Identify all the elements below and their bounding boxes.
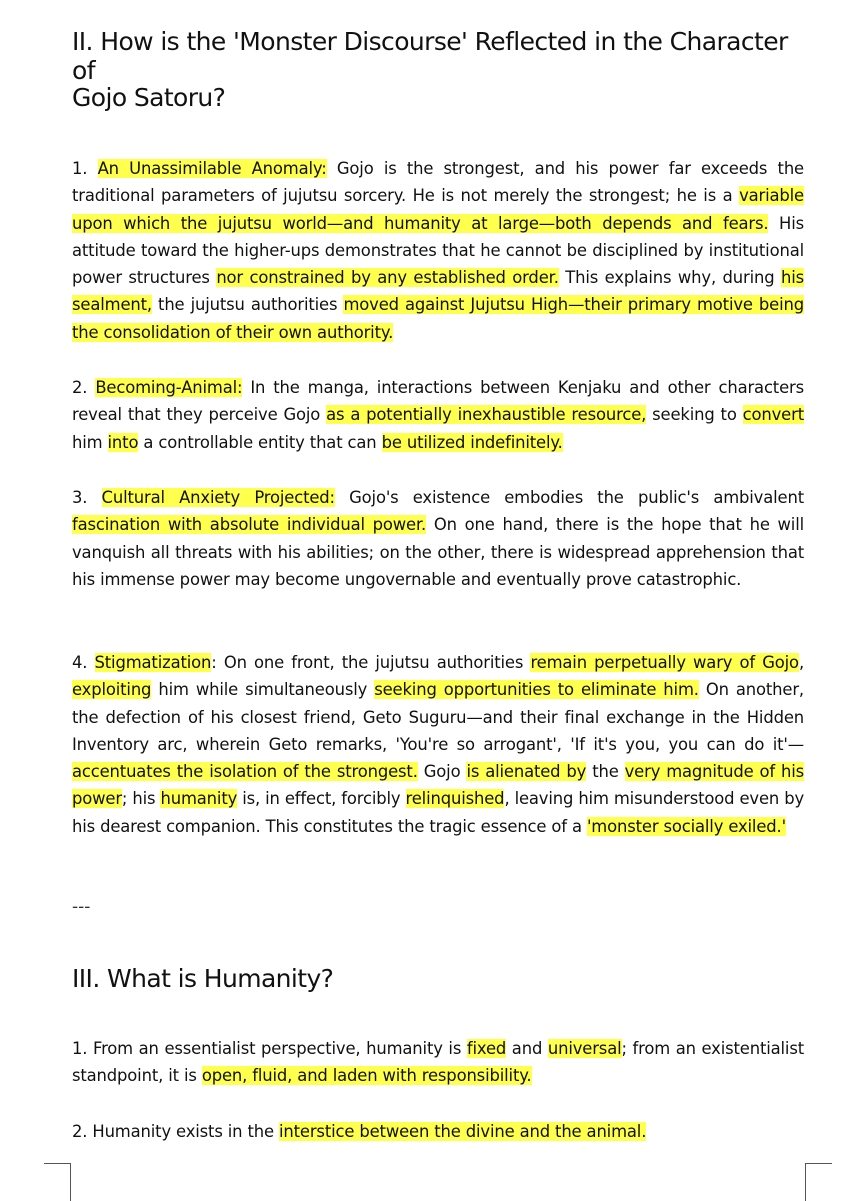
paragraph-cultural-anxiety: [72, 484, 804, 593]
body-text: and: [506, 1039, 548, 1058]
section-heading-iii: III. What is Humanity?: [72, 964, 334, 993]
body-text: the: [586, 762, 625, 782]
highlight-text: seeking opportunities to eliminate him.: [374, 680, 699, 700]
list-number: 2.: [72, 378, 96, 397]
body-text: : On one front, the jujutsu authorities: [211, 653, 531, 672]
highlight-text: fixed: [466, 1039, 507, 1058]
paragraph-humanity-2: [72, 1118, 804, 1145]
body-text: him while simultaneously: [151, 680, 375, 700]
list-number: 4.: [72, 653, 95, 672]
body-text: him: [72, 432, 108, 452]
body-text: the jujutsu authorities: [151, 295, 344, 315]
highlight-text: very magnitude of his power: [72, 762, 805, 809]
list-number: 3.: [72, 488, 102, 507]
page-corner-mark-right: [805, 1163, 832, 1201]
body-text: Gojo: [417, 762, 467, 782]
paragraph-becoming-animal: [72, 374, 804, 456]
highlight-text: into: [107, 432, 139, 452]
body-text: a controllable entity that can: [138, 432, 382, 452]
highlight-text: exploiting: [72, 680, 152, 700]
body-text: Gojo's existence embodies the public's ambivalent: [334, 488, 804, 507]
body-text: 2. Humanity exists in the: [72, 1122, 279, 1141]
paragraph-humanity-1: [72, 1035, 804, 1090]
highlight-text: humanity: [160, 789, 238, 809]
paragraph-anomaly: [72, 155, 804, 346]
highlight-text: open, fluid, and laden with responsibility.: [201, 1066, 532, 1086]
page-corner-mark-left: [44, 1163, 71, 1201]
body-text: This explains why, during: [558, 268, 781, 288]
body-text: ; his: [121, 789, 161, 809]
body-text: ,: [798, 653, 804, 672]
highlight-text: variable upon which the jujutsu world—and humanity at large—both depends and fears.: [72, 186, 804, 233]
highlight-text: his sealment,: [72, 268, 805, 315]
body-text: seeking to: [646, 405, 743, 425]
highlight-text: is alienated by: [466, 762, 587, 782]
highlight-text: remain perpetually wary of Gojo: [530, 653, 799, 672]
highlight-text: fascination with absolute individual power.: [72, 515, 427, 535]
body-text: ; from an existentialist standpoint, it is: [72, 1039, 804, 1086]
highlight-text: as a potentially inexhaustible resource,: [326, 405, 647, 425]
body-text: His attitude toward the higher-ups demonstrates that he cannot be disciplined by institutional power structures: [72, 213, 805, 288]
section-heading-ii-line2: Gojo Satoru?: [72, 83, 226, 112]
highlight-text: be utilized indefinitely.: [381, 432, 563, 452]
paragraph-stigmatization: [72, 649, 804, 840]
highlight-text: accentuates the isolation of the strongest.: [72, 762, 418, 782]
highlight-text: 'monster socially exiled.': [586, 816, 786, 836]
highlight-text: convert: [742, 405, 804, 425]
body-text: On one hand, there is the hope that he will vanquish all threats with his abilities; on the other, there is widespread apprehension that his immense power may become ungovernable and eventually prove catastrophic.: [72, 515, 804, 589]
section-heading-ii-line1: II. How is the 'Monster Discourse' Reflected in the Character of: [72, 27, 788, 85]
body-text: is, in effect, forcibly: [237, 789, 406, 809]
highlight-text: moved against Jujutsu High—their primary motive being the consolidation of their own authority.: [72, 295, 804, 342]
body-text: On another, the defection of his closest friend, Geto Suguru—and their final exchange in the Hidden Inventory arc, wherein Geto remarks, 'You're so arrogant', 'If it's you, you can do it'—: [72, 680, 804, 754]
section-separator: ---: [72, 897, 91, 917]
highlight-text: Cultural Anxiety Projected:: [101, 488, 335, 507]
body-text: In the manga, interactions between Kenjaku and other characters reveal that they perceive Gojo: [72, 378, 804, 425]
highlight-text: Stigmatization: [94, 653, 212, 672]
body-text: Gojo is the strongest, and his power far exceeds the traditional parameters of jujutsu sorcery. He is not merely the strongest; he is a: [72, 159, 804, 206]
highlight-text: interstice between the divine and the animal.: [278, 1122, 647, 1141]
highlight-text: relinquished: [405, 789, 505, 809]
highlight-text: nor constrained by any established order.: [216, 268, 559, 288]
highlight-text: Becoming-Animal:: [95, 378, 243, 397]
body-text: , leaving him misunderstood even by his dearest companion. This constitutes the tragic essence of a: [72, 789, 805, 836]
highlight-text: An Unassimilable Anomaly:: [97, 159, 327, 178]
highlight-text: universal: [547, 1039, 622, 1058]
list-number: 1.: [72, 159, 98, 178]
body-text: 1. From an essentialist perspective, humanity is: [72, 1039, 467, 1058]
